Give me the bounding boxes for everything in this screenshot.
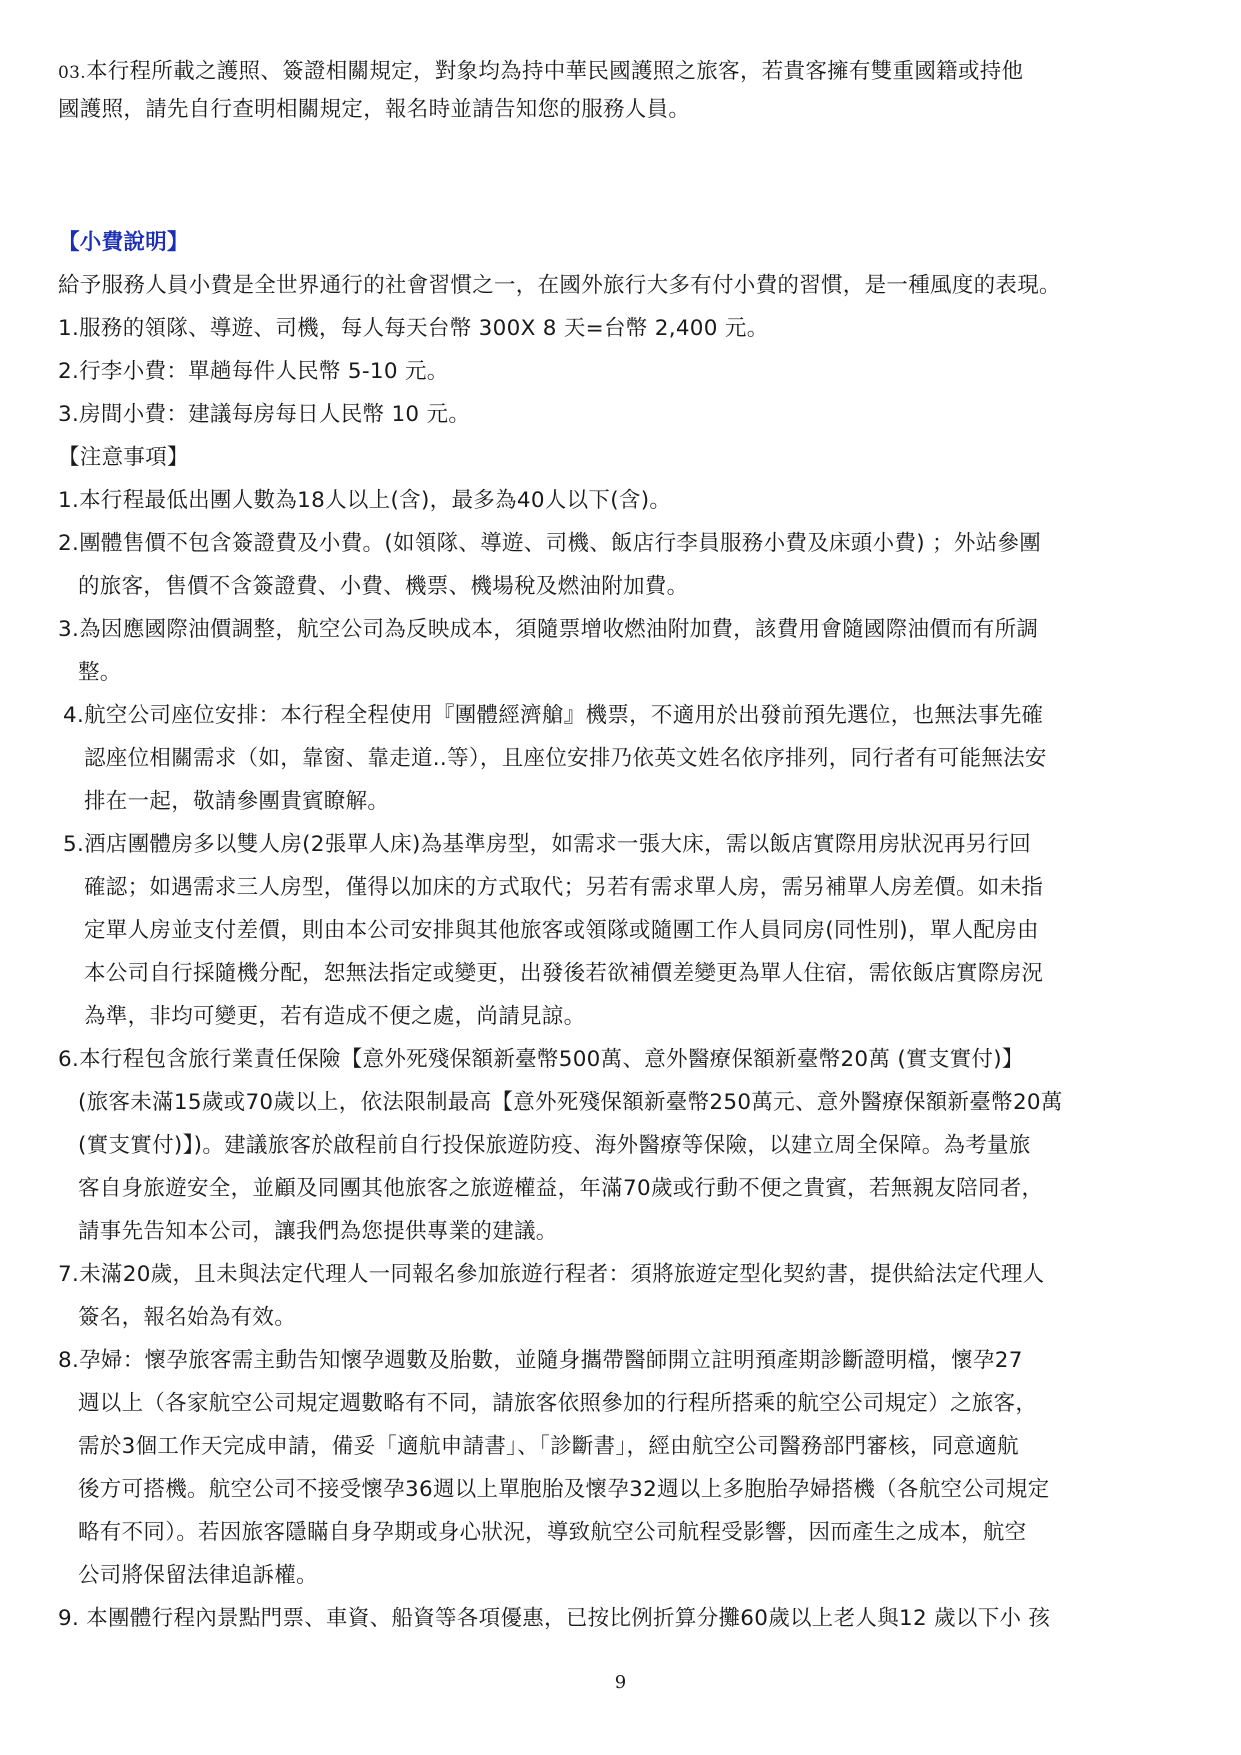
tips-heading: 【小費說明】 bbox=[58, 230, 189, 255]
page-number: 9 bbox=[614, 1672, 627, 1693]
notes-line: 本公司自行採隨機分配，恕無法指定或變更，出發後若欲補價差變更為單人住宿，需依飯店實際房況 bbox=[84, 961, 1044, 986]
notes-line: 4.航空公司座位安排：本行程全程使用『團體經濟艙』機票，不適用於出發前預先選位，也無法事先確 bbox=[63, 703, 1044, 728]
notes-line: 整。 bbox=[78, 660, 122, 685]
notes-line: 2.團體售價不包含簽證費及小費。(如領隊、導遊、司機、飯店行李員服務小費及床頭小費) ；外站參團 bbox=[58, 531, 1042, 556]
notes-line: 定單人房並支付差價，則由本公司安排與其他旅客或領隊或隨團工作人員同房(同性別)，單人配房由 bbox=[84, 918, 1039, 943]
notes-line: 的旅客，售價不含簽證費、小費、機票、機場稅及燃油附加費。 bbox=[78, 574, 689, 599]
notes-line: 8.孕婦：懷孕旅客需主動告知懷孕週數及胎數，並隨身攜帶醫師開立註明預產期診斷證明檔，懷孕27 bbox=[58, 1348, 1023, 1373]
passport-note-number: 03. bbox=[58, 63, 86, 83]
notes-line: 排在一起，敬請參團貴賓瞭解。 bbox=[84, 789, 390, 814]
notes-line: 略有不同）。若因旅客隱瞞自身孕期或身心狀況，導致航空公司航程受影響，因而產生之成本，航空 bbox=[78, 1520, 1027, 1545]
notes-line: 認座位相關需求（如，靠窗、靠走道..等），且座位安排乃依英文姓名依序排列，同行者有可能無法安 bbox=[84, 746, 1047, 771]
notes-heading: 【注意事項】 bbox=[58, 445, 189, 470]
notes-line: (旅客未滿15歲或70歲以上，依法限制最高【意外死殘保額新臺幣250萬元、意外醫療保額新臺幣20萬 bbox=[78, 1090, 1063, 1115]
notes-line: 客自身旅遊安全，並顧及同團其他旅客之旅遊權益，年滿70歲或行動不便之貴賓，若無親友陪同者， bbox=[78, 1176, 1044, 1201]
tips-intro: 給予服務人員小費是全世界通行的社會習慣之一，在國外旅行大多有付小費的習慣，是一種風度的表現。 bbox=[58, 273, 1061, 298]
notes-line: 為準，非均可變更，若有造成不便之處，尚請見諒。 bbox=[84, 1004, 586, 1029]
tips-item-2: 2.行李小費：單趟每件人民幣 5-10 元。 bbox=[58, 359, 449, 384]
notes-line: 1.本行程最低出團人數為18人以上(含)，最多為40人以下(含)。 bbox=[58, 488, 672, 513]
notes-line: 3.為因應國際油價調整，航空公司為反映成本，須隨票增收燃油附加費，該費用會隨國際油價而有所調 bbox=[58, 617, 1039, 642]
tips-item-3: 3.房間小費：建議每房每日人民幣 10 元。 bbox=[58, 402, 471, 427]
tips-item-1: 1.服務的領隊、導遊、司機，每人每天台幣 300X 8 天=台幣 2,400 元。 bbox=[58, 316, 769, 341]
notes-line: 9. 本團體行程內景點門票、車資、船資等各項優惠，已按比例折算分攤60歲以上老人與12 歲以下小 孩 bbox=[58, 1606, 1051, 1631]
notes-line: 5.酒店團體房多以雙人房(2張單人床)為基準房型，如需求一張大床，需以飯店實際用房狀況再另行回 bbox=[63, 832, 1032, 857]
notes-line: 7.未滿20歲，且未與法定代理人一同報名參加旅遊行程者：須將旅遊定型化契約書，提供給法定代理人 bbox=[58, 1262, 1045, 1287]
notes-line: 公司將保留法律追訴權。 bbox=[78, 1563, 318, 1588]
notes-line: 簽名，報名始為有效。 bbox=[78, 1305, 297, 1330]
notes-line: 請事先告知本公司，讓我們為您提供專業的建議。 bbox=[78, 1219, 558, 1244]
notes-line: 確認；如遇需求三人房型，僅得以加床的方式取代；另若有需求單人房，需另補單人房差價。如未指 bbox=[84, 875, 1044, 900]
notes-line: 6.本行程包含旅行業責任保險【意外死殘保額新臺幣500萬、意外醫療保額新臺幣20萬 (實支實付)】 bbox=[58, 1047, 1024, 1072]
notes-line: (實支實付)】)。建議旅客於啟程前自行投保旅遊防疫、海外醫療等保險，以建立周全保障。為考量旅 bbox=[78, 1133, 1031, 1158]
notes-line: 週以上（各家航空公司規定週數略有不同，請旅客依照參加的行程所搭乘的航空公司規定）之旅客， bbox=[78, 1391, 1038, 1416]
notes-line: 後方可搭機。航空公司不接受懷孕36週以上單胞胎及懷孕32週以上多胞胎孕婦搭機（各航空公司規定 bbox=[78, 1477, 1050, 1502]
passport-note-line-2: 國護照，請先自行查明相關規定，報名時並請告知您的服務人員。 bbox=[58, 97, 691, 122]
notes-line: 需於3個工作天完成申請，備妥「適航申請書」、「診斷書」，經由航空公司醫務部門審核，同意適航 bbox=[78, 1434, 1019, 1459]
passport-note-line-1 bbox=[58, 57, 1023, 88]
passport-note-text-1: 本行程所載之護照、簽證相關規定，對象均為持中華民國護照之旅客，若貴客擁有雙重國籍或持他 bbox=[85, 59, 1024, 84]
